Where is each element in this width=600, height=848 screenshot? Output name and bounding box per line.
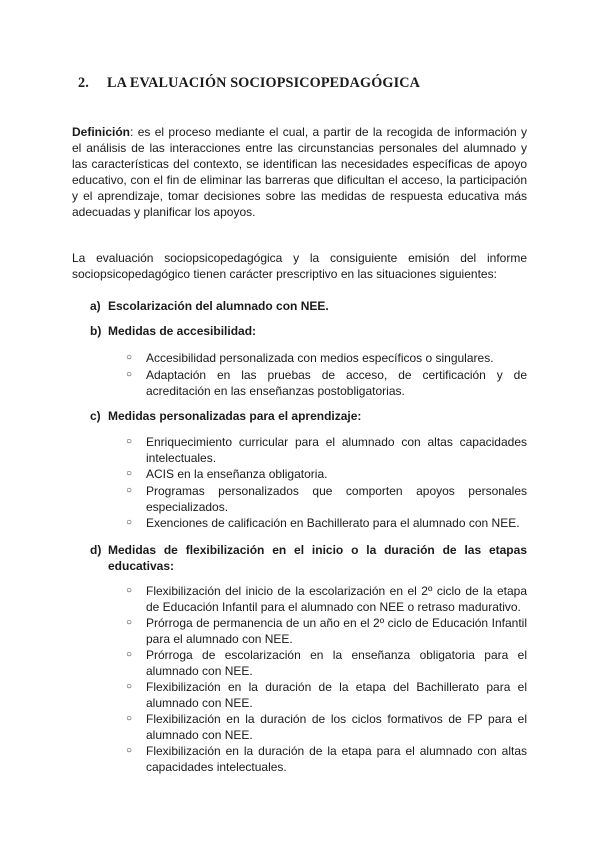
section-title: LA EVALUACIÓN SOCIOPSICOPEDAGÓGICA [107, 75, 421, 91]
list-item-d [90, 542, 527, 574]
circle-bullet-icon: ○ [126, 617, 133, 628]
intro-line: La evaluación sociopsicopedagógica y la consiguiente emisión del informe [72, 251, 527, 265]
bullet-text: de Educación Infantil para el alumnado con NEE o retraso madurativo. [146, 600, 521, 614]
definition-term: Definición [72, 125, 131, 139]
bullet-text: Flexibilización en la duración de la etapa para el alumnado con altas [146, 744, 527, 758]
bullet-text: Prórroga de permanencia de un año en el 2º ciclo de Educación Infantil [146, 616, 527, 630]
circle-bullet-icon: ○ [126, 436, 133, 447]
item-text: Escolarización del alumnado con NEE. [108, 299, 329, 313]
bullet-text: Exenciones de calificación en Bachillerato para el alumnado con NEE. [146, 516, 520, 530]
item-label: c) [90, 409, 101, 423]
definition-line: el análisis de las interacciones entre las circunstancias personales del alumnado y [72, 141, 527, 155]
definition-line: adecuadas y planificar los apoyos. [72, 205, 256, 219]
bullet-text: ACIS en la enseñanza obligatoria. [146, 467, 328, 481]
definition-paragraph [72, 124, 527, 220]
circle-bullet-icon: ○ [126, 585, 133, 596]
circle-bullet-icon: ○ [126, 352, 133, 363]
item-label: d) [90, 543, 102, 557]
bullet-text: para el alumnado con NEE. [146, 632, 293, 646]
section-heading [78, 75, 420, 92]
bullet-text: Accesibilidad personalizada con medios específicos o singulares. [146, 351, 494, 365]
circle-bullet-icon: ○ [126, 468, 133, 479]
bullet-text: Programas personalizados que comporten apoyos personales [146, 484, 527, 498]
circle-bullet-icon: ○ [126, 517, 133, 528]
intro-line: sociopsicopedagógico tienen carácter prescriptivo en las situaciones siguientes: [72, 267, 497, 281]
intro-paragraph [72, 250, 527, 282]
bullet-text: alumnado con NEE. [146, 664, 253, 678]
item-text: Medidas de flexibilización en el inicio o la duración de las etapas [108, 543, 527, 557]
definition-line: educativo, con el fin de eliminar las barreras que dificultan el acceso, la participación [72, 173, 527, 187]
circle-bullet-icon: ○ [126, 369, 133, 380]
item-text: Medidas de accesibilidad: [108, 324, 257, 338]
section-number: 2. [78, 75, 89, 91]
item-text: educativas: [108, 559, 175, 573]
definition-line: Definición: es el proceso mediante el cual, a partir de la recogida de información y [72, 125, 527, 139]
list-item-c [90, 408, 527, 424]
bullet-text: alumnado con NEE. [146, 728, 253, 742]
bullet-text: Prórroga de escolarización en la enseñanza obligatoria para el [146, 648, 527, 662]
bullet-text: Enriquecimiento curricular para el alumnado con altas capacidades [146, 435, 527, 449]
list-item-a [90, 298, 527, 314]
item-label: b) [90, 324, 102, 338]
bullet-text: Flexibilización en la duración de los ciclos formativos de FP para el [146, 712, 527, 726]
bullet-text: Flexibilización en la duración de la etapa del Bachillerato para el [146, 680, 527, 694]
bullet-text: alumnado con NEE. [146, 696, 253, 710]
bullet-text: acreditación en las enseñanzas postobligatorias. [146, 384, 405, 398]
circle-bullet-icon: ○ [126, 649, 133, 660]
bullet-text: Flexibilización del inicio de la escolarización en el 2º ciclo de la etapa [146, 584, 527, 598]
bullet-text: intelectuales. [146, 451, 217, 465]
item-label: a) [90, 299, 101, 313]
bullet-text: especializados. [146, 500, 229, 514]
bullet-text: capacidades intelectuales. [146, 760, 287, 774]
list-item-b [90, 323, 527, 339]
definition-line: las características del contexto, se identifican las necesidades específicas de apoyo [72, 157, 527, 171]
circle-bullet-icon: ○ [126, 681, 133, 692]
bullet-text: Adaptación en las pruebas de acceso, de certificación y de [146, 368, 527, 382]
definition-line: y el aprendizaje, tomar decisiones sobre las medidas de respuesta educativa más [72, 189, 527, 203]
circle-bullet-icon: ○ [126, 485, 133, 496]
circle-bullet-icon: ○ [126, 745, 133, 756]
circle-bullet-icon: ○ [126, 713, 133, 724]
item-text: Medidas personalizadas para el aprendizaje: [108, 409, 362, 423]
